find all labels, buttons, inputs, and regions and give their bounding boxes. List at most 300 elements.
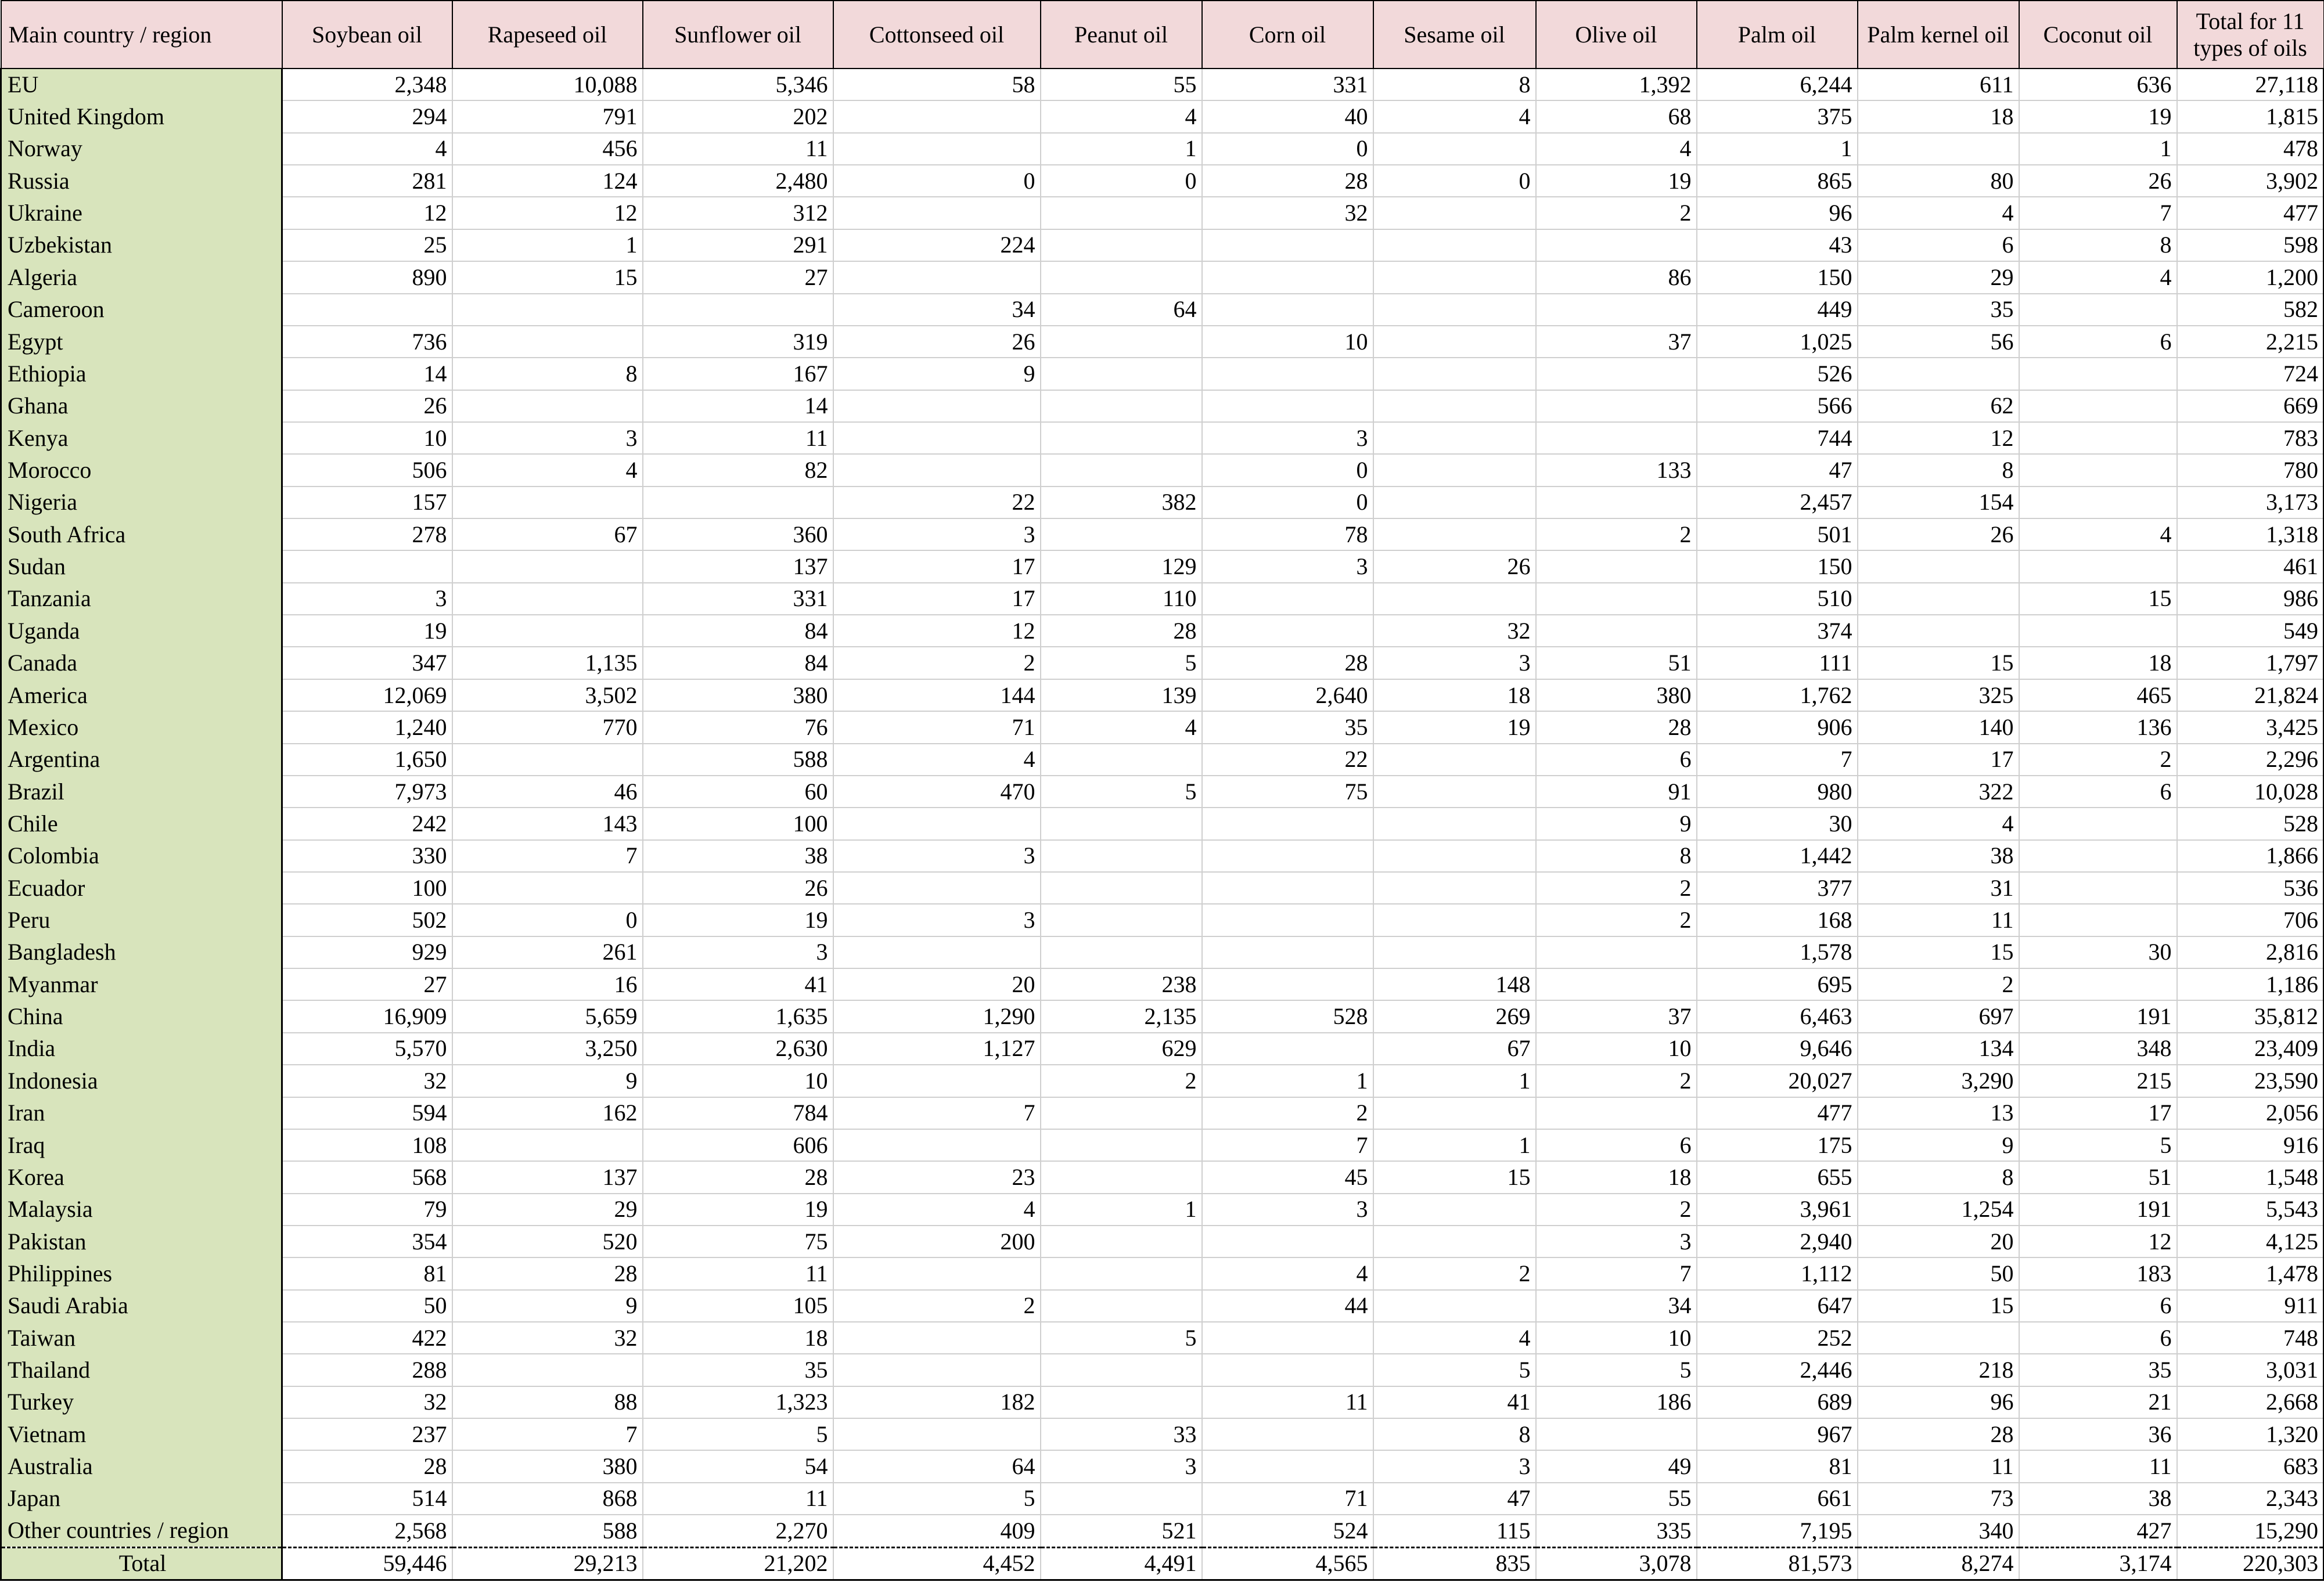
value-cell[interactable]: 28 [282, 1450, 452, 1482]
value-cell[interactable]: 129 [1041, 550, 1202, 582]
value-cell[interactable] [1536, 968, 1697, 1000]
value-cell[interactable]: 32 [282, 1386, 452, 1418]
value-cell[interactable]: 22 [1202, 744, 1373, 776]
value-cell[interactable]: 10 [1202, 326, 1373, 358]
region-cell[interactable]: Ecuador [1, 872, 282, 904]
value-cell[interactable]: 669 [2177, 390, 2324, 422]
value-cell[interactable]: 5 [1536, 1354, 1697, 1386]
value-cell[interactable]: 67 [452, 518, 643, 550]
value-cell[interactable] [833, 1065, 1041, 1097]
value-cell[interactable]: 2 [1536, 872, 1697, 904]
value-cell[interactable]: 25 [282, 229, 452, 261]
value-cell[interactable]: 5,659 [452, 1000, 643, 1032]
region-cell[interactable]: Argentina [1, 744, 282, 776]
value-cell[interactable] [833, 454, 1041, 486]
value-cell[interactable]: 28 [1041, 615, 1202, 647]
value-cell[interactable] [1041, 518, 1202, 550]
value-cell[interactable] [1858, 615, 2019, 647]
value-cell[interactable]: 2,568 [282, 1515, 452, 1547]
value-cell[interactable]: 4,125 [2177, 1226, 2324, 1257]
region-cell[interactable]: America [1, 679, 282, 711]
region-cell[interactable]: Japan [1, 1483, 282, 1515]
value-cell[interactable]: 478 [2177, 133, 2324, 165]
value-cell[interactable]: 3,902 [2177, 165, 2324, 197]
value-cell[interactable] [2019, 872, 2177, 904]
value-cell[interactable] [1041, 1354, 1202, 1386]
value-cell[interactable]: 28 [643, 1161, 833, 1193]
value-cell[interactable]: 140 [1858, 711, 2019, 743]
value-cell[interactable]: 27,118 [2177, 69, 2324, 100]
value-cell[interactable]: 21,824 [2177, 679, 2324, 711]
value-cell[interactable]: 38 [2019, 1483, 2177, 1515]
value-cell[interactable]: 461 [2177, 550, 2324, 582]
value-cell[interactable] [1041, 1257, 1202, 1289]
value-cell[interactable]: 330 [282, 840, 452, 872]
value-cell[interactable]: 783 [2177, 422, 2324, 454]
value-cell[interactable]: 2,816 [2177, 936, 2324, 968]
region-cell[interactable]: Uzbekistan [1, 229, 282, 261]
value-cell[interactable]: 1,762 [1697, 679, 1858, 711]
value-cell[interactable]: 8,274 [1858, 1547, 2019, 1580]
value-cell[interactable] [833, 1418, 1041, 1450]
value-cell[interactable]: 501 [1697, 518, 1858, 550]
value-cell[interactable]: 71 [1202, 1483, 1373, 1515]
value-cell[interactable] [1373, 294, 1536, 326]
value-cell[interactable] [643, 294, 833, 326]
value-cell[interactable]: 5 [1041, 647, 1202, 679]
value-cell[interactable]: 2 [1536, 1065, 1697, 1097]
value-cell[interactable]: 9 [452, 1065, 643, 1097]
value-cell[interactable]: 6 [2019, 776, 2177, 808]
value-cell[interactable]: 26 [1373, 550, 1536, 582]
value-cell[interactable]: 647 [1697, 1290, 1858, 1322]
value-cell[interactable] [1373, 326, 1536, 358]
value-cell[interactable]: 967 [1697, 1418, 1858, 1450]
value-cell[interactable]: 30 [1697, 808, 1858, 839]
value-cell[interactable] [643, 487, 833, 518]
value-cell[interactable] [2019, 294, 2177, 326]
value-cell[interactable]: 598 [2177, 229, 2324, 261]
value-cell[interactable]: 11 [643, 1483, 833, 1515]
value-cell[interactable]: 2,343 [2177, 1483, 2324, 1515]
value-cell[interactable] [1202, 1418, 1373, 1450]
value-cell[interactable]: 568 [282, 1161, 452, 1193]
value-cell[interactable]: 3 [1202, 422, 1373, 454]
value-cell[interactable] [1202, 615, 1373, 647]
value-cell[interactable]: 319 [643, 326, 833, 358]
value-cell[interactable]: 514 [282, 1483, 452, 1515]
value-cell[interactable]: 47 [1697, 454, 1858, 486]
value-cell[interactable]: 20,027 [1697, 1065, 1858, 1097]
value-cell[interactable]: 5 [833, 1483, 1041, 1515]
value-cell[interactable]: 78 [1202, 518, 1373, 550]
value-cell[interactable]: 1,135 [452, 647, 643, 679]
region-cell[interactable]: Brazil [1, 776, 282, 808]
value-cell[interactable] [1041, 326, 1202, 358]
value-cell[interactable]: 2,940 [1697, 1226, 1858, 1257]
region-cell[interactable]: Uganda [1, 615, 282, 647]
value-cell[interactable]: 524 [1202, 1515, 1373, 1547]
value-cell[interactable] [1373, 583, 1536, 615]
value-cell[interactable]: 55 [1041, 69, 1202, 100]
value-cell[interactable]: 191 [2019, 1000, 2177, 1032]
value-cell[interactable]: 7 [2019, 197, 2177, 229]
value-cell[interactable]: 4 [1858, 197, 2019, 229]
value-cell[interactable]: 75 [1202, 776, 1373, 808]
value-cell[interactable]: 0 [833, 165, 1041, 197]
region-cell[interactable]: Iraq [1, 1129, 282, 1161]
value-cell[interactable] [833, 936, 1041, 968]
value-cell[interactable] [1041, 197, 1202, 229]
region-cell[interactable]: Mexico [1, 711, 282, 743]
value-cell[interactable]: 50 [1858, 1257, 2019, 1289]
value-cell[interactable] [452, 744, 643, 776]
value-cell[interactable]: 3,173 [2177, 487, 2324, 518]
value-cell[interactable]: 689 [1697, 1386, 1858, 1418]
value-cell[interactable]: 606 [643, 1129, 833, 1161]
value-cell[interactable]: 32 [282, 1065, 452, 1097]
value-cell[interactable]: 294 [282, 100, 452, 132]
header-cell[interactable]: Sunflower oil [643, 1, 833, 69]
value-cell[interactable]: 1 [1041, 133, 1202, 165]
value-cell[interactable]: 1 [1041, 1194, 1202, 1226]
region-cell[interactable]: Thailand [1, 1354, 282, 1386]
value-cell[interactable] [1373, 776, 1536, 808]
value-cell[interactable]: 8 [1536, 840, 1697, 872]
value-cell[interactable]: 75 [643, 1226, 833, 1257]
region-cell[interactable]: Saudi Arabia [1, 1290, 282, 1322]
value-cell[interactable]: 697 [1858, 1000, 2019, 1032]
header-cell[interactable]: Palm oil [1697, 1, 1858, 69]
value-cell[interactable] [1536, 487, 1697, 518]
value-cell[interactable]: 220,303 [2177, 1547, 2324, 1580]
value-cell[interactable]: 105 [643, 1290, 833, 1322]
value-cell[interactable] [1041, 1483, 1202, 1515]
value-cell[interactable]: 374 [1697, 615, 1858, 647]
value-cell[interactable]: 3 [1373, 1450, 1536, 1482]
value-cell[interactable]: 695 [1697, 968, 1858, 1000]
value-cell[interactable] [2019, 615, 2177, 647]
value-cell[interactable]: 6,244 [1697, 69, 1858, 100]
value-cell[interactable] [1202, 229, 1373, 261]
value-cell[interactable]: 1,392 [1536, 69, 1697, 100]
value-cell[interactable]: 19 [282, 615, 452, 647]
value-cell[interactable]: 50 [282, 1290, 452, 1322]
value-cell[interactable]: 655 [1697, 1161, 1858, 1193]
value-cell[interactable]: 3 [452, 422, 643, 454]
value-cell[interactable]: 4 [2019, 518, 2177, 550]
value-cell[interactable]: 0 [1202, 454, 1373, 486]
value-cell[interactable]: 1,866 [2177, 840, 2324, 872]
value-cell[interactable]: 12 [2019, 1226, 2177, 1257]
value-cell[interactable]: 865 [1697, 165, 1858, 197]
value-cell[interactable]: 100 [643, 808, 833, 839]
value-cell[interactable]: 1,478 [2177, 1257, 2324, 1289]
region-cell[interactable]: Philippines [1, 1257, 282, 1289]
value-cell[interactable] [1858, 583, 2019, 615]
value-cell[interactable]: 3 [833, 904, 1041, 936]
value-cell[interactable]: 4 [2019, 261, 2177, 293]
region-cell[interactable]: Korea [1, 1161, 282, 1193]
value-cell[interactable]: 29 [452, 1194, 643, 1226]
region-cell[interactable]: China [1, 1000, 282, 1032]
value-cell[interactable]: 10 [1536, 1033, 1697, 1065]
value-cell[interactable]: 11 [643, 422, 833, 454]
value-cell[interactable]: 3,290 [1858, 1065, 2019, 1097]
value-cell[interactable]: 29 [1858, 261, 2019, 293]
value-cell[interactable]: 150 [1697, 550, 1858, 582]
value-cell[interactable]: 182 [833, 1386, 1041, 1418]
value-cell[interactable]: 1,320 [2177, 1418, 2324, 1450]
value-cell[interactable]: 7 [1697, 744, 1858, 776]
value-cell[interactable]: 4,452 [833, 1547, 1041, 1580]
value-cell[interactable]: 133 [1536, 454, 1697, 486]
value-cell[interactable] [1536, 390, 1697, 422]
value-cell[interactable]: 2 [1202, 1097, 1373, 1129]
value-cell[interactable]: 9,646 [1697, 1033, 1858, 1065]
value-cell[interactable]: 45 [1202, 1161, 1373, 1193]
value-cell[interactable]: 380 [452, 1450, 643, 1482]
value-cell[interactable]: 1,635 [643, 1000, 833, 1032]
value-cell[interactable]: 191 [2019, 1194, 2177, 1226]
value-cell[interactable]: 33 [1041, 1418, 1202, 1450]
value-cell[interactable]: 55 [1536, 1483, 1697, 1515]
region-cell[interactable]: Peru [1, 904, 282, 936]
value-cell[interactable]: 281 [282, 165, 452, 197]
value-cell[interactable]: 6 [1536, 744, 1697, 776]
value-cell[interactable]: 8 [1373, 1418, 1536, 1450]
value-cell[interactable]: 12 [1858, 422, 2019, 454]
value-cell[interactable]: 18 [643, 1322, 833, 1354]
value-cell[interactable]: 51 [2019, 1161, 2177, 1193]
value-cell[interactable]: 506 [282, 454, 452, 486]
header-cell[interactable]: Corn oil [1202, 1, 1373, 69]
value-cell[interactable]: 4 [833, 744, 1041, 776]
value-cell[interactable]: 252 [1697, 1322, 1858, 1354]
value-cell[interactable]: 60 [643, 776, 833, 808]
value-cell[interactable] [1536, 936, 1697, 968]
region-cell[interactable]: EU [1, 69, 282, 100]
region-cell[interactable]: Ethiopia [1, 358, 282, 390]
value-cell[interactable]: 84 [643, 615, 833, 647]
value-cell[interactable]: 21 [2019, 1386, 2177, 1418]
value-cell[interactable] [833, 261, 1041, 293]
value-cell[interactable]: 5,570 [282, 1033, 452, 1065]
value-cell[interactable]: 10,028 [2177, 776, 2324, 808]
value-cell[interactable]: 12 [282, 197, 452, 229]
value-cell[interactable]: 3 [1373, 647, 1536, 679]
value-cell[interactable]: 4 [452, 454, 643, 486]
value-cell[interactable] [2019, 808, 2177, 839]
value-cell[interactable] [1536, 550, 1697, 582]
value-cell[interactable]: 2,135 [1041, 1000, 1202, 1032]
value-cell[interactable]: 7 [452, 1418, 643, 1450]
value-cell[interactable] [1041, 1226, 1202, 1257]
value-cell[interactable]: 477 [2177, 197, 2324, 229]
region-cell[interactable]: Morocco [1, 454, 282, 486]
value-cell[interactable]: 58 [833, 69, 1041, 100]
value-cell[interactable] [833, 133, 1041, 165]
value-cell[interactable] [1373, 390, 1536, 422]
value-cell[interactable]: 791 [452, 100, 643, 132]
value-cell[interactable]: 0 [1041, 165, 1202, 197]
value-cell[interactable]: 16,909 [282, 1000, 452, 1032]
value-cell[interactable]: 11 [643, 133, 833, 165]
value-cell[interactable]: 108 [282, 1129, 452, 1161]
value-cell[interactable]: 835 [1373, 1547, 1536, 1580]
region-cell[interactable]: Tanzania [1, 583, 282, 615]
value-cell[interactable] [1536, 294, 1697, 326]
value-cell[interactable]: 380 [643, 679, 833, 711]
value-cell[interactable]: 11 [1858, 1450, 2019, 1482]
value-cell[interactable]: 200 [833, 1226, 1041, 1257]
value-cell[interactable] [452, 872, 643, 904]
value-cell[interactable] [1202, 968, 1373, 1000]
value-cell[interactable] [1041, 1161, 1202, 1193]
region-cell[interactable]: Algeria [1, 261, 282, 293]
value-cell[interactable]: 242 [282, 808, 452, 839]
value-cell[interactable]: 3 [643, 936, 833, 968]
value-cell[interactable] [1202, 1450, 1373, 1482]
region-cell[interactable]: India [1, 1033, 282, 1065]
value-cell[interactable] [833, 100, 1041, 132]
value-cell[interactable]: 150 [1697, 261, 1858, 293]
value-cell[interactable]: 5 [1041, 1322, 1202, 1354]
value-cell[interactable]: 10 [1536, 1322, 1697, 1354]
value-cell[interactable]: 81,573 [1697, 1547, 1858, 1580]
header-cell[interactable]: Coconut oil [2019, 1, 2177, 69]
value-cell[interactable]: 348 [2019, 1033, 2177, 1065]
value-cell[interactable]: 238 [1041, 968, 1202, 1000]
value-cell[interactable]: 80 [1858, 165, 2019, 197]
value-cell[interactable]: 18 [1536, 1161, 1697, 1193]
value-cell[interactable] [1202, 1033, 1373, 1065]
value-cell[interactable]: 5,543 [2177, 1194, 2324, 1226]
value-cell[interactable]: 4 [833, 1194, 1041, 1226]
value-cell[interactable]: 18 [1858, 100, 2019, 132]
value-cell[interactable]: 12,069 [282, 679, 452, 711]
value-cell[interactable]: 3,961 [1697, 1194, 1858, 1226]
value-cell[interactable] [1041, 744, 1202, 776]
value-cell[interactable]: 11 [2019, 1450, 2177, 1482]
value-cell[interactable]: 10 [282, 422, 452, 454]
value-cell[interactable] [1373, 422, 1536, 454]
value-cell[interactable]: 32 [452, 1322, 643, 1354]
value-cell[interactable]: 17 [2019, 1097, 2177, 1129]
value-cell[interactable]: 137 [643, 550, 833, 582]
value-cell[interactable]: 980 [1697, 776, 1858, 808]
value-cell[interactable]: 38 [643, 840, 833, 872]
value-cell[interactable]: 22 [833, 487, 1041, 518]
value-cell[interactable]: 111 [1697, 647, 1858, 679]
region-cell[interactable]: Ghana [1, 390, 282, 422]
value-cell[interactable]: 38 [1858, 840, 2019, 872]
value-cell[interactable]: 331 [643, 583, 833, 615]
value-cell[interactable]: 629 [1041, 1033, 1202, 1065]
value-cell[interactable]: 2,480 [643, 165, 833, 197]
value-cell[interactable]: 261 [452, 936, 643, 968]
value-cell[interactable]: 0 [452, 904, 643, 936]
value-cell[interactable]: 23,590 [2177, 1065, 2324, 1097]
value-cell[interactable]: 502 [282, 904, 452, 936]
value-cell[interactable]: 2,215 [2177, 326, 2324, 358]
value-cell[interactable]: 4 [1041, 100, 1202, 132]
value-cell[interactable] [1373, 808, 1536, 839]
value-cell[interactable]: 929 [282, 936, 452, 968]
value-cell[interactable]: 6 [2019, 1322, 2177, 1354]
value-cell[interactable]: 14 [643, 390, 833, 422]
value-cell[interactable]: 582 [2177, 294, 2324, 326]
value-cell[interactable]: 2 [1373, 1257, 1536, 1289]
value-cell[interactable]: 148 [1373, 968, 1536, 1000]
value-cell[interactable]: 18 [1373, 679, 1536, 711]
value-cell[interactable]: 8 [1858, 454, 2019, 486]
region-cell[interactable]: Myanmar [1, 968, 282, 1000]
value-cell[interactable]: 3,250 [452, 1033, 643, 1065]
value-cell[interactable]: 9 [833, 358, 1041, 390]
value-cell[interactable]: 34 [833, 294, 1041, 326]
value-cell[interactable]: 868 [452, 1483, 643, 1515]
value-cell[interactable]: 549 [2177, 615, 2324, 647]
value-cell[interactable] [2019, 422, 2177, 454]
value-cell[interactable]: 7,195 [1697, 1515, 1858, 1547]
value-cell[interactable]: 91 [1536, 776, 1697, 808]
value-cell[interactable]: 594 [282, 1097, 452, 1129]
value-cell[interactable] [1536, 422, 1697, 454]
value-cell[interactable]: 4 [1858, 808, 2019, 839]
value-cell[interactable] [1202, 1226, 1373, 1257]
value-cell[interactable] [1202, 261, 1373, 293]
value-cell[interactable]: 19 [643, 1194, 833, 1226]
value-cell[interactable]: 139 [1041, 679, 1202, 711]
value-cell[interactable] [1536, 1418, 1697, 1450]
value-cell[interactable] [1202, 390, 1373, 422]
value-cell[interactable]: 183 [2019, 1257, 2177, 1289]
value-cell[interactable] [1373, 904, 1536, 936]
value-cell[interactable]: 36 [2019, 1418, 2177, 1450]
region-cell[interactable]: Australia [1, 1450, 282, 1482]
value-cell[interactable]: 906 [1697, 711, 1858, 743]
value-cell[interactable] [833, 1129, 1041, 1161]
value-cell[interactable]: 1,442 [1697, 840, 1858, 872]
value-cell[interactable]: 28 [452, 1257, 643, 1289]
value-cell[interactable]: 4 [1202, 1257, 1373, 1289]
value-cell[interactable] [833, 1322, 1041, 1354]
value-cell[interactable] [1041, 422, 1202, 454]
value-cell[interactable]: 0 [1202, 133, 1373, 165]
value-cell[interactable]: 110 [1041, 583, 1202, 615]
value-cell[interactable]: 10 [643, 1065, 833, 1097]
value-cell[interactable]: 15 [1373, 1161, 1536, 1193]
value-cell[interactable]: 1,200 [2177, 261, 2324, 293]
value-cell[interactable]: 724 [2177, 358, 2324, 390]
value-cell[interactable]: 49 [1536, 1450, 1697, 1482]
value-cell[interactable]: 41 [643, 968, 833, 1000]
value-cell[interactable]: 588 [643, 744, 833, 776]
value-cell[interactable] [833, 197, 1041, 229]
value-cell[interactable]: 11 [643, 1257, 833, 1289]
value-cell[interactable]: 661 [1697, 1483, 1858, 1515]
value-cell[interactable]: 748 [2177, 1322, 2324, 1354]
value-cell[interactable] [1041, 229, 1202, 261]
value-cell[interactable]: 28 [1202, 647, 1373, 679]
value-cell[interactable]: 11 [1202, 1386, 1373, 1418]
value-cell[interactable]: 1,548 [2177, 1161, 2324, 1193]
header-cell[interactable]: Total for 11 types of oils [2177, 1, 2324, 69]
region-cell[interactable]: Egypt [1, 326, 282, 358]
value-cell[interactable] [1041, 840, 1202, 872]
value-cell[interactable] [833, 390, 1041, 422]
